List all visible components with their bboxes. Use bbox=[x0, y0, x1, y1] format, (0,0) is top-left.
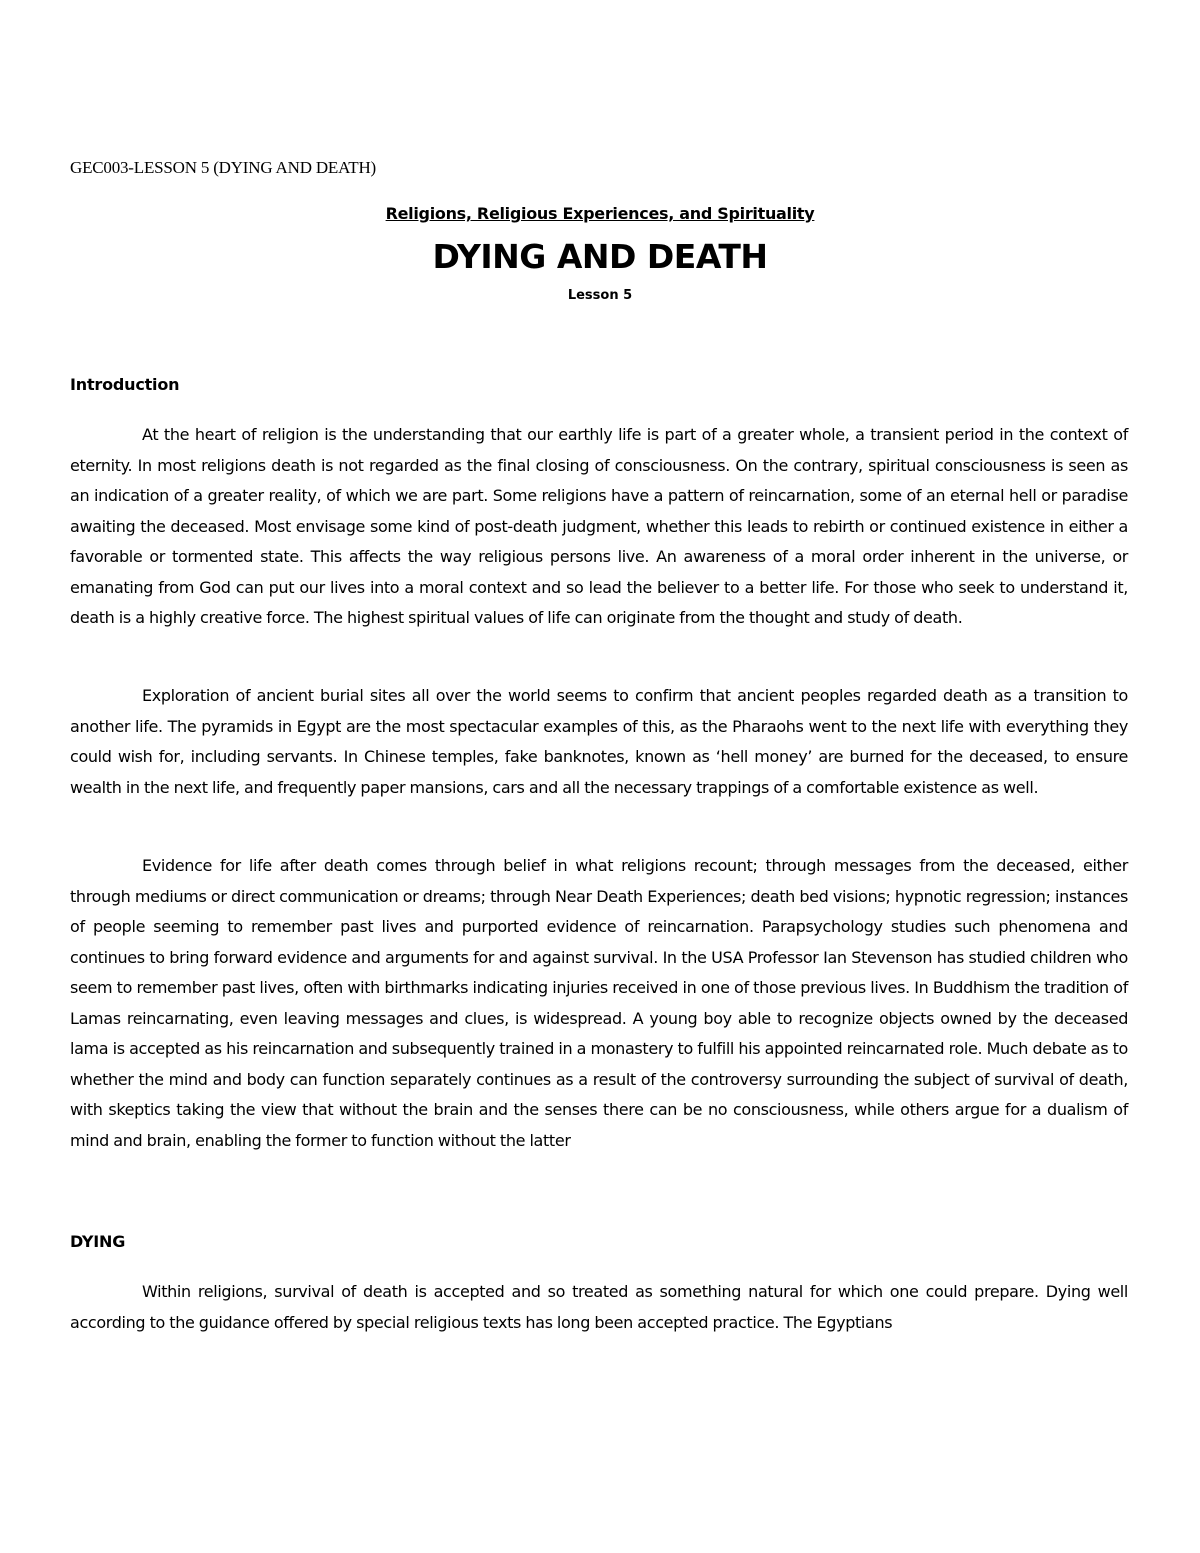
introduction-paragraph-3: Evidence for life after death comes through belief in what religions recount; through messages from the deceased, either through mediums or direct communication or dreams; through Near Death Experiences; death bed visions; hypnotic regression; instances of people seeming to remember past lives and purported evidence of reincarnation. Parapsychology studies such phenomena and continues to bring forward evidence and arguments for and against survival. In the USA Professor Ian Stevenson has studied children who seem to remember past lives, often with birthmarks indicating injuries received in one of those previous lives. In Buddhism the tradition of Lamas reincarnating, even leaving messages and clues, is widespread. A young boy able to recognize objects owned by the deceased lama is accepted as his reincarnation and subsequently trained in a monastery to fulfill his appointed reincarnated role. Much debate as to whether the mind and body can function separately continues as a result of the controversy surrounding the subject of survival of death, with skeptics taking the view that without the brain and the senses there can be no consciousness, while others argue for a dualism of mind and brain, enabling the former to function without the latter bbox=[70, 856, 1128, 1150]
page-title: DYING AND DEATH bbox=[432, 237, 768, 276]
lesson-label: Lesson 5 bbox=[567, 288, 633, 303]
introduction-paragraph-1: At the heart of religion is the understanding that our earthly life is part of a greater whole, a transient period in the context of eternity. In most religions death is not regarded as the final closing of consciousness. On the contrary, spiritual consciousness is seen as an indication of a greater reality, of which we are part. Some religions have a pattern of reincarnation, some of an eternal hell or paradise awaiting the deceased. Most envisage some kind of post-death judgment, whether this leads to rebirth or continued existence in either a favorable or tormented state. This affects the way religious persons live. An awareness of a moral order inherent in the universe, or emanating from God can put our lives into a moral context and so lead the believer to a better life. For those who seek to understand it, death is a highly creative force. The highest spiritual values of life can originate from the thought and study of death. bbox=[70, 425, 1128, 627]
dying-heading: DYING bbox=[70, 1232, 126, 1251]
introduction-paragraph-2: Exploration of ancient burial sites all over the world seems to confirm that ancient peoples regarded death as a transition to another life. The pyramids in Egypt are the most spectacular examples of this, as the Pharaohs went to the next life with everything they could wish for, including servants. In Chinese temples, fake banknotes, known as ‘hell money’ are burned for the deceased, to ensure wealth in the next life, and frequently paper mansions, cars and all the necessary trappings of a comfortable existence as well. bbox=[70, 686, 1128, 797]
dying-paragraph-1: Within religions, survival of death is accepted and so treated as something natural for which one could prepare. Dying well according to the guidance offered by special religious texts has long been accepted practice. The Egyptians bbox=[70, 1282, 1128, 1332]
course-subject: Religions, Religious Experiences, and Spirituality bbox=[385, 204, 815, 223]
introduction-heading: Introduction bbox=[70, 375, 180, 394]
document-header: GEC003-LESSON 5 (DYING AND DEATH) bbox=[70, 158, 376, 177]
